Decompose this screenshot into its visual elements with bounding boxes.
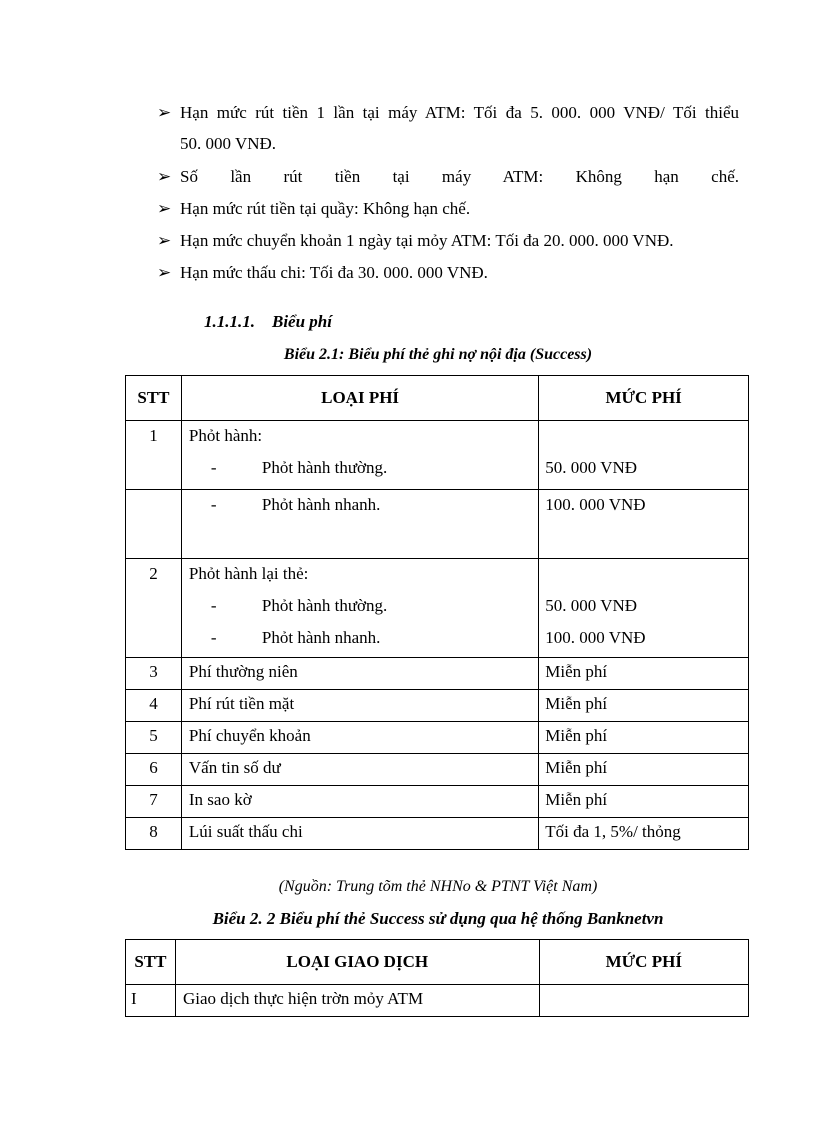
row-fee-type: In sao kờ xyxy=(181,786,538,818)
section-title: Biểu phí xyxy=(272,312,332,331)
row-stt: 5 xyxy=(126,722,182,754)
dash-marker: - xyxy=(210,495,217,514)
row-fee-amount: Miễn phí xyxy=(539,690,749,722)
bullet-text: 50. 000 VNĐ. xyxy=(180,134,277,153)
table-row xyxy=(126,754,749,786)
fee-table xyxy=(125,375,749,850)
row-stt: 3 xyxy=(126,658,182,690)
row-fee-amount xyxy=(539,490,749,559)
row-stt: I xyxy=(126,985,176,1017)
dash-marker: - xyxy=(210,596,217,615)
table-row xyxy=(126,658,749,690)
sub-item-label: Phỏt hành nhanh. xyxy=(261,628,381,647)
table2-caption: Biểu 2. 2 Biểu phí thẻ Success sử dụng qua hệ thống Banknetvn xyxy=(212,909,664,928)
row-stt xyxy=(126,490,182,559)
row-fee-amount xyxy=(539,559,749,658)
row-fee-amount: Tối đa 1, 5%/ thỏng xyxy=(539,818,749,850)
header-stt: STT xyxy=(126,940,176,985)
arrow-bullet-icon: ➢ xyxy=(157,199,172,218)
row-fee-type: Vấn tin số dư xyxy=(181,754,538,786)
sub-item-label: Phỏt hành nhanh. xyxy=(261,495,381,514)
bullet-text: Hạn mức thấu chi: Tối đa 30. 000. 000 VNĐ. xyxy=(180,263,488,282)
section-number: 1.1.1.1. xyxy=(204,312,255,331)
sub-item xyxy=(189,625,532,657)
row-title: Phỏt hành lại thẻ: xyxy=(188,564,309,583)
row-stt: 4 xyxy=(126,690,182,722)
arrow-bullet-icon: ➢ xyxy=(157,167,172,186)
section-heading xyxy=(204,312,332,332)
row-fee-type: Phí chuyển khoản xyxy=(181,722,538,754)
row-stt: 1 xyxy=(126,421,182,490)
fee-value: 100. 000 VNĐ xyxy=(545,628,646,647)
row-fee-type: Phí thường niên xyxy=(181,658,538,690)
table-row xyxy=(126,559,749,658)
sub-item xyxy=(189,492,532,524)
fee-value: 50. 000 VNĐ xyxy=(545,458,638,477)
fee-value: 100. 000 VNĐ xyxy=(545,495,646,514)
row-stt: 2 xyxy=(126,559,182,658)
table-row xyxy=(126,985,749,1017)
sub-item xyxy=(189,455,532,487)
header-transaction-type: LOẠI GIAO DỊCH xyxy=(175,940,539,985)
bullet-text: Hạn mức rút tiền tại quầy: Không hạn chế. xyxy=(180,199,471,218)
table-row xyxy=(126,421,749,490)
table-row xyxy=(126,722,749,754)
sub-item-label: Phỏt hành thường. xyxy=(261,458,388,477)
header-fee-type: LOẠI PHÍ xyxy=(181,376,538,421)
bullet-text: Hạn mức rút tiền 1 lần tại máy ATM: Tối đa 5. 000. 000 VNĐ/ Tối thiểu xyxy=(180,103,739,122)
fee-value: 50. 000 VNĐ xyxy=(545,596,638,615)
row-transaction-type: Giao dịch thực hiện trờn mỏy ATM xyxy=(175,985,539,1017)
header-fee-amount: MỨC PHÍ xyxy=(539,376,749,421)
row-stt: 6 xyxy=(126,754,182,786)
dash-marker: - xyxy=(210,628,217,647)
row-fee-type xyxy=(181,559,538,658)
row-fee-amount: Miễn phí xyxy=(539,722,749,754)
row-fee-amount xyxy=(539,421,749,490)
table1-caption: Biểu 2.1: Biểu phí thẻ ghi nợ nội địa (Success) xyxy=(283,346,593,363)
bullet-text: Hạn mức chuyển khoản 1 ngày tại mỏy ATM: Tối đa 20. 000. 000 VNĐ. xyxy=(180,231,674,250)
header-fee-amount: MỨC PHÍ xyxy=(539,940,748,985)
table-row xyxy=(126,690,749,722)
dash-marker: - xyxy=(210,458,217,477)
table1-source: (Nguồn: Trung tõm thẻ NHNo & PTNT Việt Nam) xyxy=(278,878,598,895)
arrow-bullet-icon: ➢ xyxy=(157,263,172,282)
sub-item xyxy=(189,593,532,625)
row-fee-amount: Miễn phí xyxy=(539,786,749,818)
header-stt: STT xyxy=(126,376,182,421)
row-fee-type xyxy=(181,490,538,559)
banknet-fee-table xyxy=(125,939,749,1017)
row-fee-type xyxy=(181,421,538,490)
sub-item-label: Phỏt hành thường. xyxy=(261,596,388,615)
row-title: Phỏt hành: xyxy=(188,426,263,445)
row-stt: 7 xyxy=(126,786,182,818)
table-header-row xyxy=(126,940,749,985)
bullet-text: Số lần rút tiền tại máy ATM: Không hạn chế. xyxy=(180,167,739,186)
row-fee-amount: Miễn phí xyxy=(539,658,749,690)
table-row xyxy=(126,818,749,850)
row-fee-amount: Miễn phí xyxy=(539,754,749,786)
table-row xyxy=(126,490,749,559)
table-row xyxy=(126,786,749,818)
row-fee-type: Lúi suất thấu chi xyxy=(181,818,538,850)
row-fee-type: Phí rút tiền mặt xyxy=(181,690,538,722)
arrow-bullet-icon: ➢ xyxy=(157,231,172,250)
table-header-row xyxy=(126,376,749,421)
row-stt: 8 xyxy=(126,818,182,850)
row-fee-amount xyxy=(539,985,748,1017)
arrow-bullet-icon: ➢ xyxy=(157,103,172,122)
